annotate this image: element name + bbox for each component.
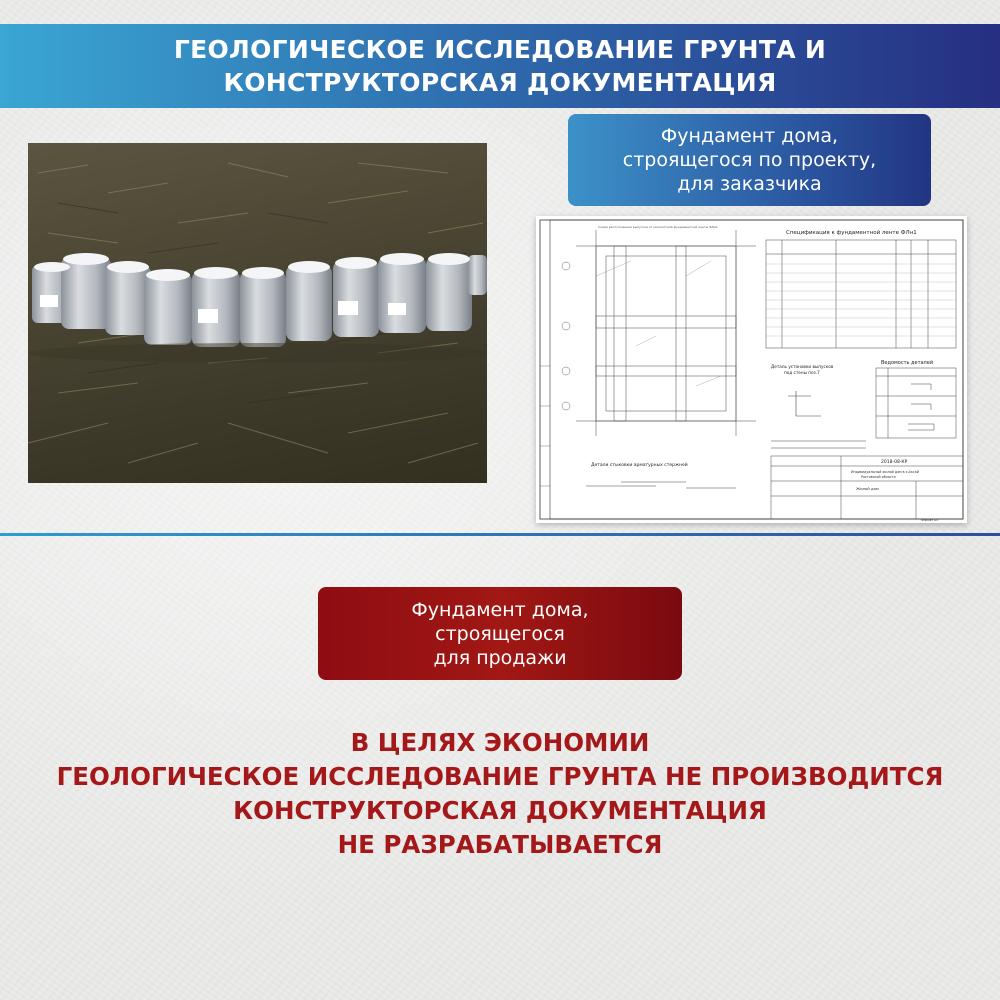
sale-foundation-label-text: Фундамент дома, строящегося для продажи bbox=[411, 598, 589, 669]
foundation-photo bbox=[28, 143, 487, 483]
svg-text:под стены поз.7: под стены поз.7 bbox=[784, 370, 820, 375]
client-foundation-label bbox=[568, 114, 931, 206]
splice-title: Детали стыковки арматурных стержней bbox=[591, 463, 688, 468]
sale-foundation-label bbox=[318, 587, 682, 680]
svg-text:Индивидуальный жилой дом в х.А: Индивидуальный жилой дом в х.Аксай bbox=[851, 470, 919, 474]
conclusion-line-2: ГЕОЛОГИЧЕСКОЕ ИССЛЕДОВАНИЕ ГРУНТА НЕ ПРОИЗВОДИТСЯ bbox=[56, 762, 944, 791]
spec-title: Спецификация к фундаментной ленте ФЛн1 bbox=[786, 230, 917, 236]
conclusion-line-1: В ЦЕЛЯХ ЭКОНОМИИ bbox=[350, 728, 650, 757]
node-title: Деталь установки выпусков bbox=[771, 364, 834, 369]
stamp-name: Жилой дом bbox=[856, 486, 879, 491]
conclusion-text bbox=[0, 726, 1000, 862]
section-divider bbox=[0, 533, 1000, 536]
svg-text:Схема расположения выпусков от: Схема расположения выпусков от монолитной фундаментной ленты ФЛн1 bbox=[598, 225, 718, 229]
foundation-photo-illustration bbox=[28, 143, 487, 483]
construction-drawing-illustration bbox=[536, 216, 967, 523]
construction-drawing bbox=[536, 216, 967, 523]
client-foundation-label-text: Фундамент дома, строящегося по проекту, для заказчика bbox=[622, 125, 877, 195]
svg-text:Ростовской области: Ростовской области bbox=[861, 475, 896, 479]
header-banner bbox=[0, 24, 1000, 108]
page-title: ГЕОЛОГИЧЕСКОЕ ИССЛЕДОВАНИЕ ГРУНТА И КОНСТРУКТОРСКАЯ ДОКУМЕНТАЦИЯ bbox=[173, 35, 827, 97]
stamp-code: 2018-08-КР bbox=[881, 460, 908, 465]
details-title: Ведомость деталей bbox=[881, 360, 934, 366]
conclusion-line-4: НЕ РАЗРАБАТЫВАЕТСЯ bbox=[337, 830, 663, 859]
sheet-format: Формат А3 bbox=[921, 518, 939, 522]
conclusion-line-3: КОНСТРУКТОРСКАЯ ДОКУМЕНТАЦИЯ bbox=[233, 796, 767, 825]
